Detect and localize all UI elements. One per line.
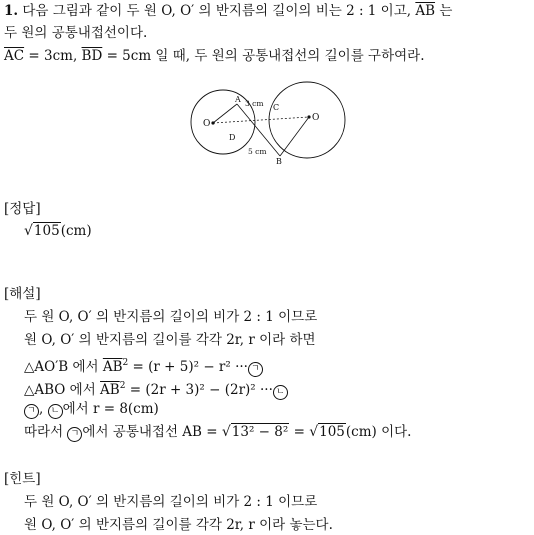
label-o: O [203,119,211,129]
solution-line-2: 원 O, O′ 의 반지름의 길이를 각각 2r, r 이라 하면 [24,332,316,348]
solution-l6-mid: 에서 공통내접선 AB = [82,424,222,440]
solution-l6-eq: = [289,424,310,440]
two-circles-figure [189,80,349,165]
solution-line-4 [24,377,288,400]
label-c: C [273,103,280,112]
solution-radicand-1: 13² − 8² [231,424,289,440]
solution-l3-post: = (r + 5)² − r² ··· [128,359,248,375]
center-o-prime-point [307,115,310,118]
circled-giyeok-icon: ㄱ [248,362,263,377]
solution-l6-pre: 따라서 [24,424,68,440]
solution-l4-seg: $\overline{AB}$ [100,382,120,398]
solution-radical-1: √13² − 8² [221,424,289,440]
problem-text-3b: = 5cm 일 때, 두 원의 공통내접선의 길이를 구하여라. [102,48,425,64]
label-b: B [276,157,282,165]
solution-l3-seg: $\overline{AB}$ [102,359,123,375]
length-3cm: 3 cm [245,99,264,108]
problem-line-2: 두 원의 공통내접선이다. [4,25,148,41]
solution-line-5 [24,400,159,419]
circled-giyeok-icon: ㄱ [67,427,82,442]
segment-bd: $\overline{BD}$ [81,48,103,64]
center-o-point [211,121,214,124]
solution-radical-2: √105 [309,424,345,440]
hint-line-1: 두 원 O, O′ 의 반지름의 길이의 비가 2 : 1 이므로 [24,494,318,510]
solution-line-3 [24,354,263,377]
solution-l5-post: 에서 r = 8(cm) [62,401,159,417]
hint-header: [힌트] [4,471,41,487]
label-o-prime: O [312,113,320,123]
solution-l4-post: = (2r + 3)² − (2r)² ··· [125,382,273,398]
solution-line-1: 두 원 O, O′ 의 반지름의 길이의 비가 2 : 1 이므로 [24,309,318,325]
solution-l5-mid: , [39,401,48,417]
circled-giyeok-icon: ㄱ [24,404,39,419]
solution-l4-exp: 2 [119,381,126,391]
solution-header: [해설] [4,286,41,302]
problem-number: 1. [4,3,19,19]
segment-ac: $\overline{AC}$ [4,48,25,64]
answer-value [24,222,92,240]
answer-radical: √105 [24,223,60,239]
problem-line-3 [4,47,425,65]
length-5cm: 5 cm [248,147,267,156]
label-a: A [235,95,241,104]
problem-text-1-end: 는 [439,3,453,19]
label-d: D [229,133,236,142]
solution-line-6 [24,423,411,442]
hint-line-2: 원 O, O′ 의 반지름의 길이를 각각 2r, r 이라 놓는다. [24,517,333,533]
problem-text-3a: = 3cm, [24,48,82,64]
solution-l3-pre: △AO′B 에서 [24,359,103,375]
solution-l6-post: (cm) 이다. [345,424,412,440]
radius-oa [213,104,237,123]
radius-o-prime-b [280,117,309,156]
problem-line-1 [4,2,452,20]
problem-text-1: 다음 그림과 같이 두 원 O, O′ 의 반지름의 길이의 비는 2 : 1 이고, [22,3,412,19]
answer-header: [정답] [4,201,41,217]
circled-nieun-icon: ㄴ [48,404,63,419]
answer-unit: (cm) [60,223,92,239]
solution-l3-exp: 2 [122,358,129,368]
solution-l4-pre: △ABO 에서 [24,382,101,398]
solution-radicand-2: 105 [319,424,345,440]
circled-nieun-icon: ㄴ [273,385,288,400]
answer-radicand: 105 [33,223,60,239]
center-line [213,117,309,123]
segment-ab: $\overline{AB}$ [415,3,436,19]
